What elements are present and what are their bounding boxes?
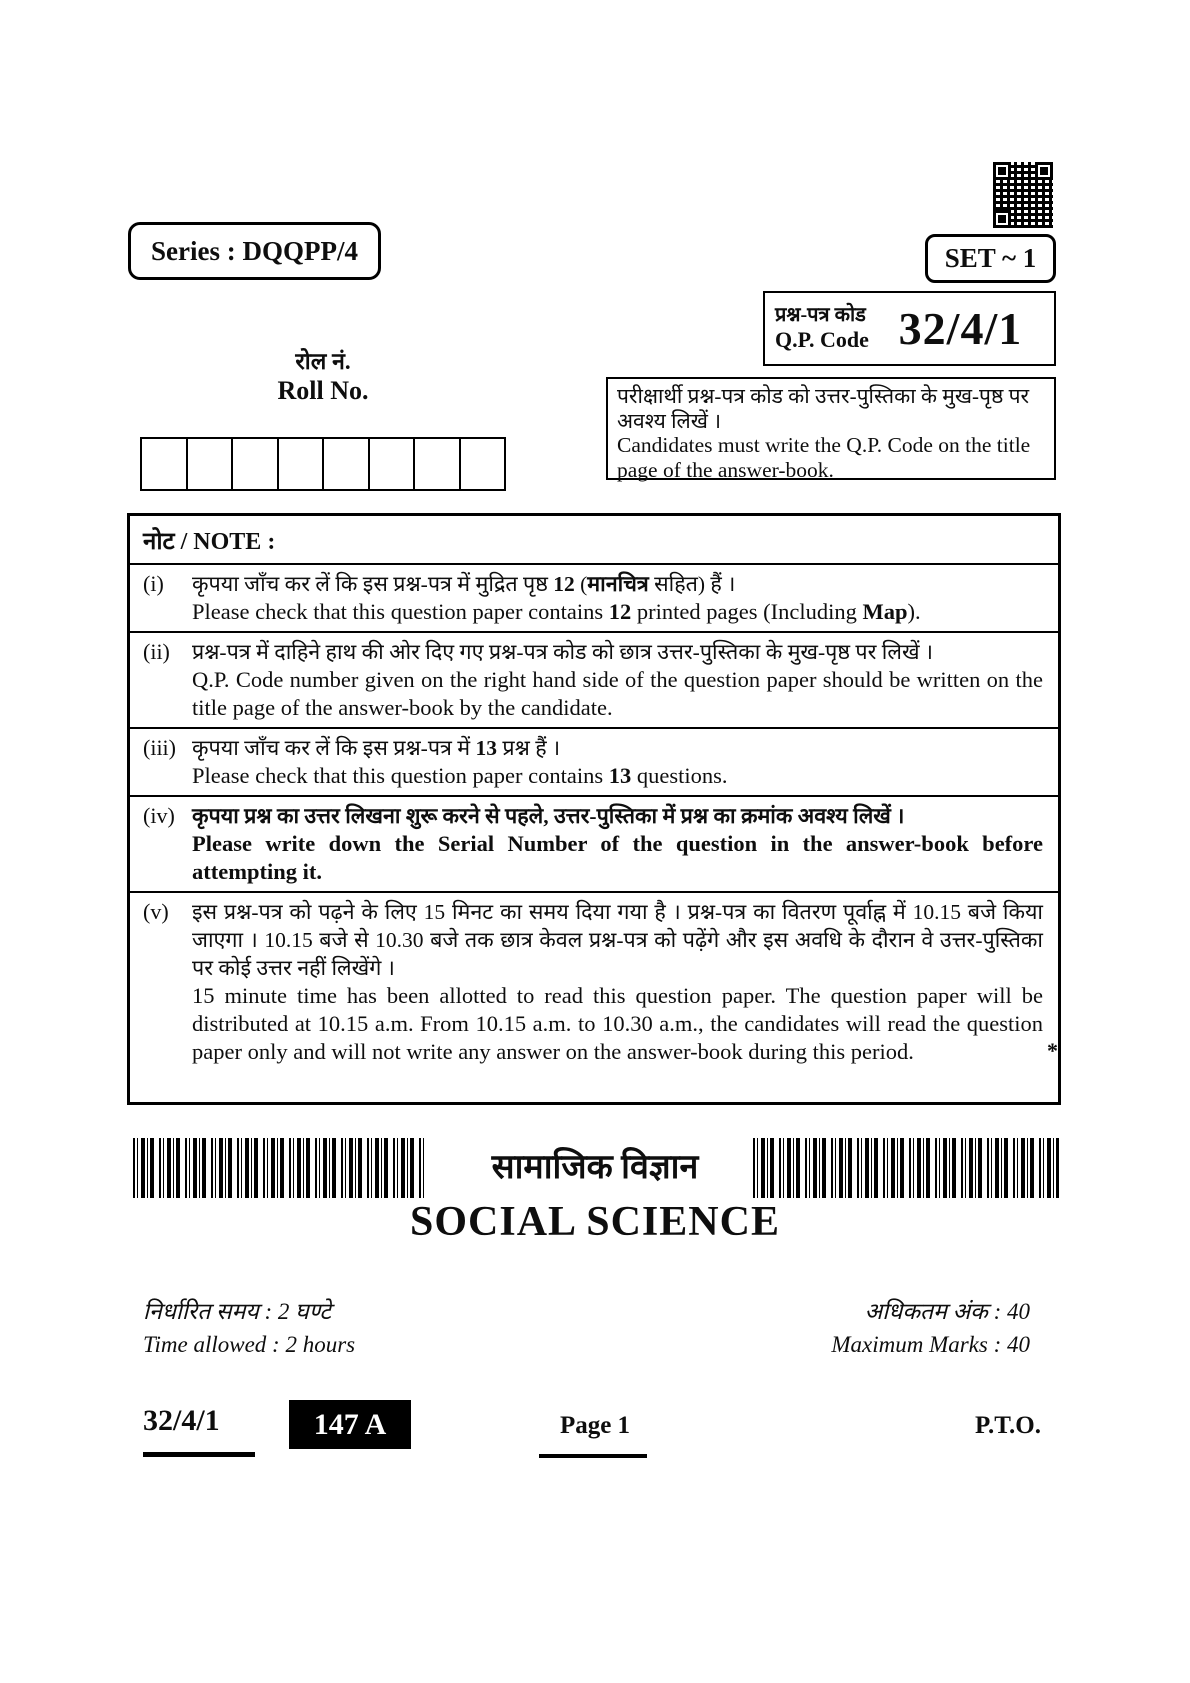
footer-pto: P.T.O.	[975, 1412, 1041, 1439]
roll-cell	[461, 439, 505, 489]
note-item-number: (v)	[143, 899, 169, 924]
candidate-instruction-hindi: परीक्षार्थी प्रश्न-पत्र कोड को उत्तर-पुस्तिका के मुख-पृष्ठ पर अवश्य लिखें ।	[617, 384, 1030, 433]
roll-cell	[188, 439, 234, 489]
roll-cell	[415, 439, 461, 489]
note-item-text-english: Please check that this question paper contains 13 questions.	[192, 763, 728, 788]
roll-cell	[233, 439, 279, 489]
qr-finder-icon	[993, 210, 1011, 228]
note-item-number: (iii)	[143, 735, 176, 760]
qp-code-label-english: Q.P. Code	[775, 327, 869, 353]
roll-label-hindi: रोल नं.	[295, 349, 351, 374]
maximum-marks-hindi: अधिकतम अंक : 40	[864, 1299, 1030, 1324]
qp-code-label-hindi: प्रश्न-पत्र कोड	[775, 304, 866, 327]
qr-finder-icon	[1035, 162, 1053, 180]
note-item	[130, 565, 1058, 631]
note-item	[130, 727, 1058, 795]
maximum-marks-english: Maximum Marks : 40	[831, 1332, 1030, 1357]
footer-page-underline	[539, 1454, 647, 1458]
note-item	[130, 891, 1058, 1071]
note-item-text-hindi: कृपया जाँच कर लें कि इस प्रश्न-पत्र में मुद्रित पृष्ठ 12 (मानचित्र सहित) हैं ।	[192, 572, 736, 596]
note-item-text-english: Please write down the Serial Number of the question in the answer-book before attempting it.	[192, 831, 1043, 884]
roll-cell	[142, 439, 188, 489]
roll-cell	[370, 439, 416, 489]
note-item	[130, 795, 1058, 891]
time-allowed-english: Time allowed : 2 hours	[143, 1332, 356, 1357]
barcode-right	[753, 1138, 1059, 1198]
roll-number-grid	[140, 437, 506, 491]
note-title: नोट / NOTE :	[130, 516, 1058, 565]
qr-finder-icon	[993, 162, 1011, 180]
note-item-text-english: 15 minute time has been allotted to read this question paper. The question paper will be distributed at 10.15 a.m. From 10.15 a.m. to 10.30 a.m., the candidates will read the question paper only and will not write any answer on the answer-book during this period.	[192, 983, 1043, 1064]
time-allowed-hindi: निर्धारित समय : 2 घण्टे	[143, 1299, 331, 1324]
note-box	[127, 513, 1061, 1105]
footnote-star: *	[1047, 1038, 1058, 1063]
footer-code-underline	[143, 1452, 255, 1457]
note-item-text-hindi: प्रश्न-पत्र में दाहिने हाथ की ओर दिए गए प्रश्न-पत्र कोड को छात्र उत्तर-पुस्तिका के मुख-पृष्ठ पर लिखें ।	[192, 640, 934, 664]
footer-center-code: 147 A	[289, 1400, 411, 1449]
series-box	[128, 222, 381, 280]
note-item-text-english: Q.P. Code number given on the right hand side of the question paper should be written on the title page of the answer-book by the candidate.	[192, 667, 1043, 720]
time-allowed-block	[143, 1295, 355, 1361]
note-item-number: (i)	[143, 571, 164, 596]
maximum-marks-block	[831, 1295, 1030, 1361]
note-items	[130, 565, 1058, 1071]
roll-cell	[279, 439, 325, 489]
set-box	[925, 234, 1056, 283]
candidate-instruction-english: Candidates must write the Q.P. Code on the title page of the answer-book.	[617, 433, 1031, 482]
roll-label-english: Roll No.	[277, 376, 369, 405]
note-item-text-hindi: कृपया प्रश्न का उत्तर लिखना शुरू करने से पहले, उत्तर-पुस्तिका में प्रश्न का क्रमांक अवश्य लिखें ।	[192, 804, 905, 828]
note-item-text-hindi: कृपया जाँच कर लें कि इस प्रश्न-पत्र में 13 प्रश्न हैं ।	[192, 736, 561, 760]
footer-page-number: Page 1	[559, 1412, 631, 1439]
subject-title-hindi: सामाजिक विज्ञान	[491, 1149, 699, 1186]
note-item-number: (iv)	[143, 803, 175, 828]
note-item-number: (ii)	[143, 639, 170, 664]
qr-code	[993, 162, 1053, 228]
note-item-text-hindi: इस प्रश्न-पत्र को पढ़ने के लिए 15 मिनट का समय दिया गया है । प्रश्न-पत्र का वितरण पूर्वाह्न में 10.15 बजे किया जाएगा । 10.15 बजे से 10.30 बजे तक छात्र केवल प्रश्न-पत्र को पढ़ेंगे और इस अवधि के दौरान वे उत्तर-पुस्तिका पर कोई उत्तर नहीं लिखेंगे ।	[192, 900, 1043, 980]
note-item-text-english: Please check that this question paper contains 12 printed pages (Including Map).	[192, 599, 921, 624]
qp-code-value: 32/4/1	[898, 303, 1023, 354]
set-label: SET ~ 1	[944, 243, 1037, 273]
candidate-instruction-box	[606, 377, 1056, 480]
note-item	[130, 631, 1058, 727]
qp-code-box	[763, 291, 1056, 366]
series-label: Series : DQQPP/4	[151, 235, 358, 266]
footer-code: 32/4/1	[143, 1404, 220, 1437]
roll-cell	[324, 439, 370, 489]
subject-title-english: SOCIAL SCIENCE	[410, 1199, 780, 1245]
